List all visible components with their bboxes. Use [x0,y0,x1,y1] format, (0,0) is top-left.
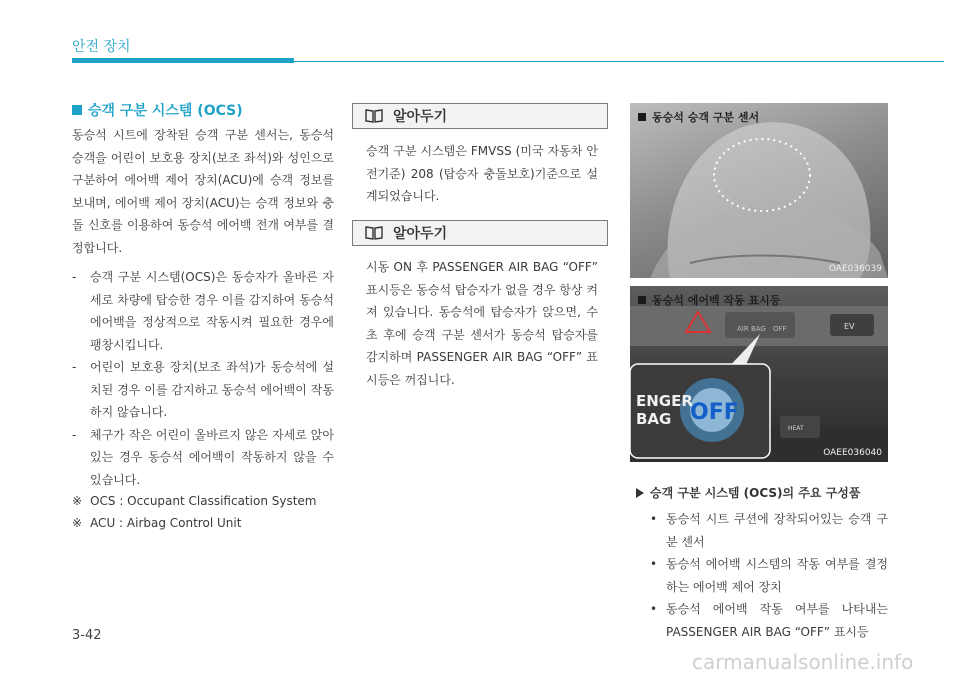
square-bullet-icon [638,296,646,304]
seat-illustration [630,103,888,278]
list-item: • 동승석 에어백 작동 여부를 나타내는 PASSENGER AIR BAG “OFF” 표시등 [650,602,888,639]
components-heading: 승객 구분 시스템 (OCS)의 주요 구성품 [636,484,860,501]
info-box-text-1: 승객 구분 시스템은 FMVSS (미국 자동차 안전기준) 208 (탑승자 충돌보호)기준으로 설계되었습니다. [366,144,598,203]
zoom-line1: ENGER [636,392,693,410]
square-bullet-icon [72,105,82,115]
square-bullet-icon [638,113,646,121]
ocs-heading-text: 승객 구분 시스템 (OCS) [88,103,243,119]
list-item: • 동승석 에어백 시스템의 작동 여부를 결정하는 에어백 제어 장치 [650,557,888,594]
list-item: - 체구가 작은 어린이 올바르지 않은 자세로 앉아 있는 경우 동승석 에어백이 작동하지 않을 수 있습니다. [72,427,334,487]
list-item: - 어린이 보호용 장치(보조 좌석)가 동승석에 설치된 경우 이를 감지하고 동승석 에어백이 작동하지 않습니다. [72,360,334,419]
zoom-line2: BAG [636,410,672,428]
zoom-off-text: OFF [690,400,739,425]
header-rule-accent [72,58,294,63]
watermark: carmanualsonline.info [692,650,914,674]
seat-sensor-label: 동승석 승객 구분 센서 [638,109,759,125]
ocs-intro: 동승석 시트에 장착된 승객 구분 센서는, 동승석 승객을 어린이 보호용 장치(보조 좌석)와 성인으로 구분하여 에어백 제어 장치(ACU)에 승객 정보를 보내며, 에어백 제어 장치(ACU)는 승객 정보와 충돌 신호를 이용하여 동승석 에어백 전개 여부를 결정합니다. [72,128,334,255]
panel-off-text: OFF [773,325,787,333]
dashboard-illustration [630,286,888,462]
ocs-heading [72,100,243,120]
ev-label: EV [844,322,855,331]
components-list [650,508,888,643]
airbag-indicator-image [630,286,888,462]
seat-sensor-image [630,103,888,278]
note-ocs: ※ OCS : Occupant Classification System [72,494,317,508]
ocs-bullet-list [72,266,334,491]
airbag-indicator-label: 동승석 에어백 작동 표시등 [638,292,780,308]
info-box-heading-2: 알아두기 [352,220,608,246]
book-icon [365,225,383,241]
info-box-text-2: 시동 ON 후 PASSENGER AIR BAG “OFF” 표시등은 동승석 탑승자가 없을 경우 항상 켜져 있습니다. 동승석에 탑승자가 앉으면, 수초 후에 승객 구분 센서가 동승석 탑승자를 감지하며 PASSENGER AIR BAG “OFF” 표시등은 꺼집니다. [366,260,598,387]
panel-airbag-text: AIR BAG [737,325,766,333]
image-code: OAE036039 [828,264,882,274]
list-item: - 승객 구분 시스템(OCS)은 동승자가 올바른 자세로 차량에 탑승한 경우 이를 감지하여 동승석 에어백을 정상적으로 작동시켜 필요한 경우에 팽창시킵니다. [72,270,334,352]
triangle-bullet-icon [636,488,644,498]
list-item: • 동승석 시트 쿠션에 장착되어있는 승객 구분 센서 [650,512,888,549]
section-title: 안전 장치 [72,39,131,55]
page-number: 3-42 [72,628,102,643]
book-icon [365,108,383,124]
heat-label: HEAT [788,425,804,432]
note-acu: ※ ACU : Airbag Control Unit [72,516,242,530]
image-code: OAEE036040 [823,448,882,458]
abbreviation-notes [72,490,334,534]
info-box-heading-1: 알아두기 [352,103,608,129]
